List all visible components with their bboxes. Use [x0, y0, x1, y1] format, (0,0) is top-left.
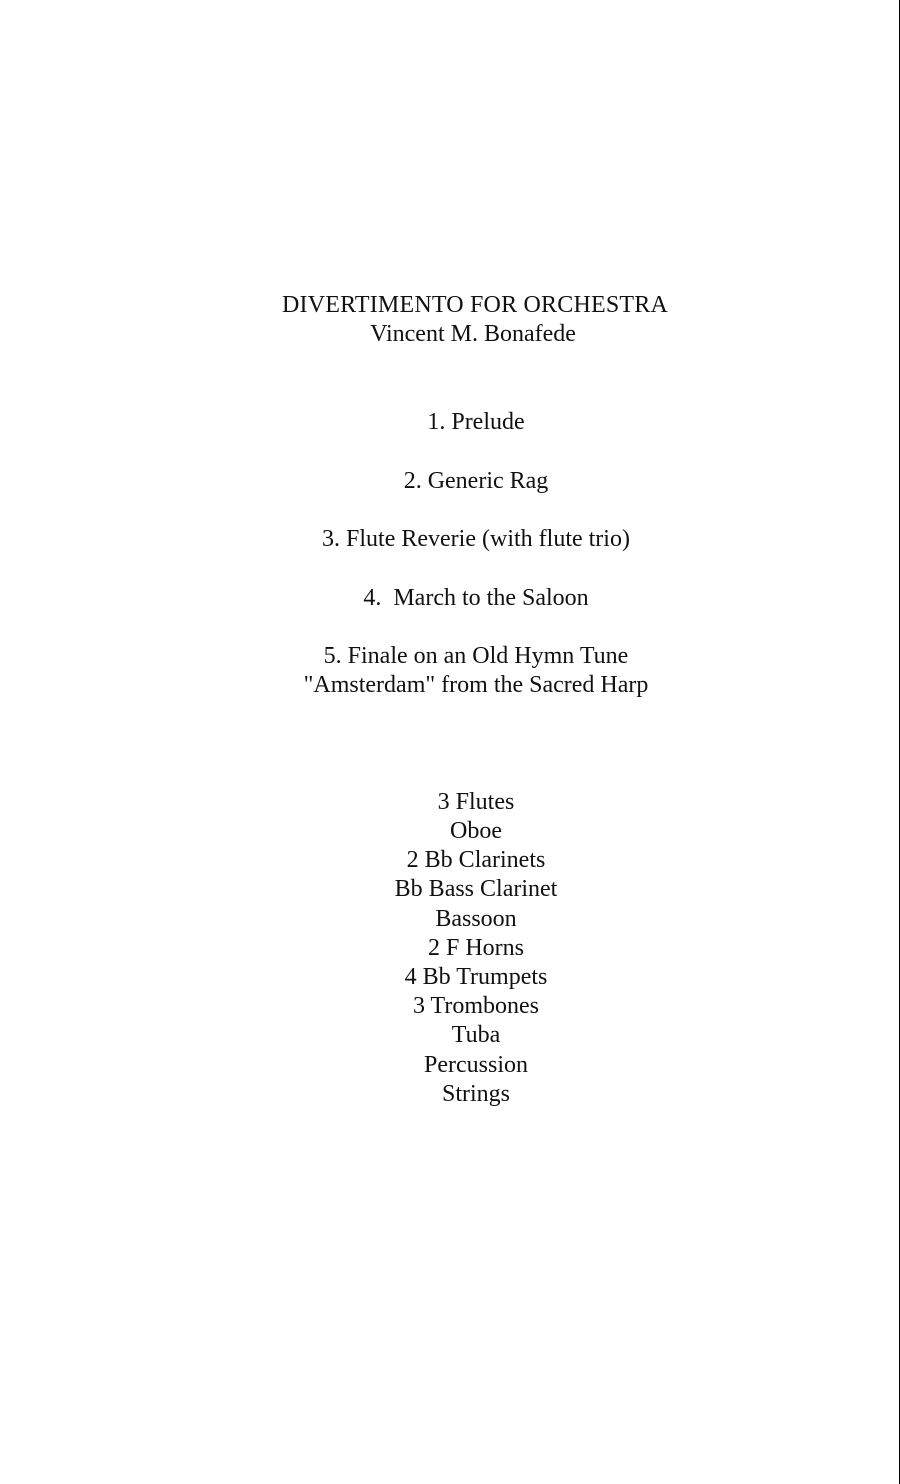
movement-item: 5. Finale on an Old Hymn Tune: [323, 643, 629, 669]
instrument-item: Oboe: [450, 818, 502, 844]
instrument-item: Percussion: [424, 1052, 528, 1078]
movement-item: 1. Prelude: [427, 409, 525, 435]
movement-item: 4. March to the Saloon: [363, 585, 589, 611]
instrument-item: 2 Bb Clarinets: [406, 847, 546, 873]
instrument-item: Tuba: [451, 1022, 501, 1048]
instrument-item: 3 Trombones: [412, 993, 540, 1019]
composer-name: Vincent M. Bonafede: [370, 321, 576, 347]
instrument-item: 2 F Horns: [427, 935, 524, 961]
instrument-item: 4 Bb Trumpets: [404, 964, 548, 990]
instrument-item: Bb Bass Clarinet: [394, 876, 558, 902]
instrument-item: Bassoon: [435, 906, 517, 932]
movement-item: 3. Flute Reverie (with flute trio): [322, 526, 630, 552]
instrument-item: Strings: [441, 1081, 510, 1107]
instrument-item: 3 Flutes: [437, 789, 515, 815]
movement-subtitle: "Amsterdam" from the Sacred Harp: [303, 672, 649, 698]
movement-item: 2. Generic Rag: [403, 468, 549, 494]
work-title: DIVERTIMENTO FOR ORCHESTRA: [281, 292, 668, 318]
